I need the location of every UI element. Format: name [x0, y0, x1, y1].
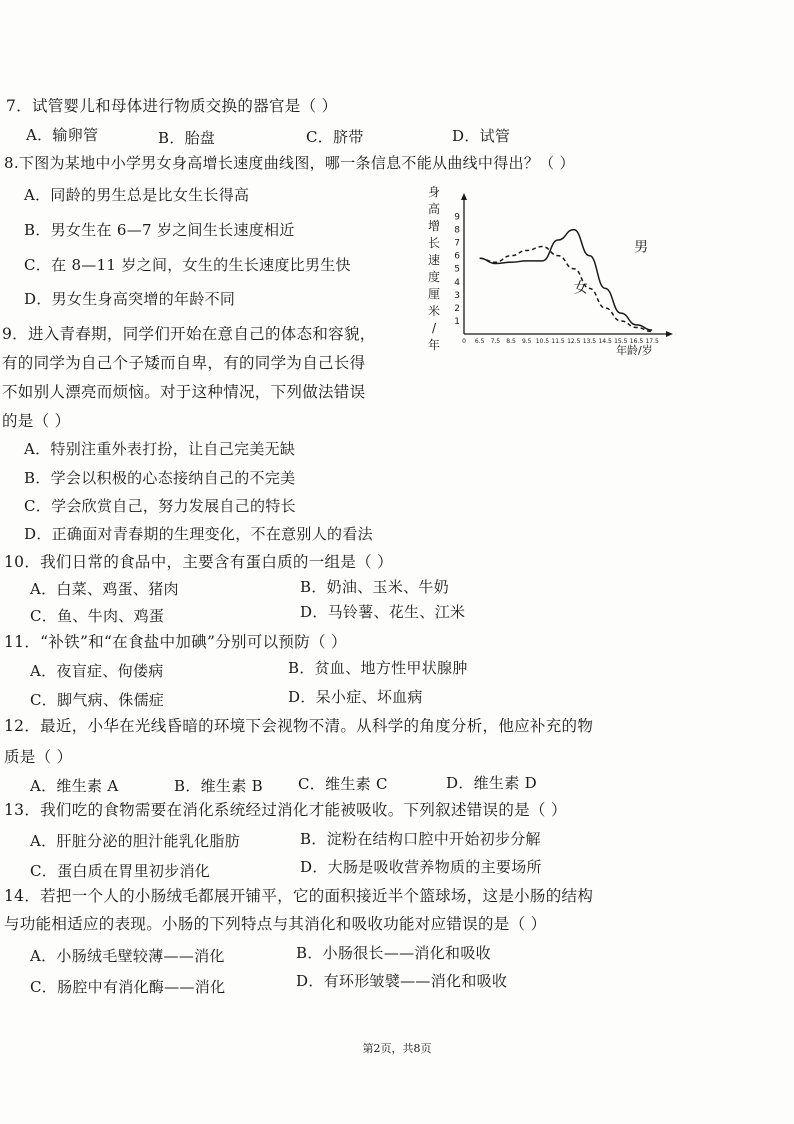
height-growth-chart: [424, 184, 674, 362]
question-12-stem-line-1: 12．最近，小华在光线昏暗的环境下会视物不清。从科学的角度分析，他应补充的物: [4, 717, 594, 735]
question-9-stem-line-2: 有的同学为自己个子矮而自卑，有的同学为自己长得: [2, 354, 366, 372]
question-11-stem: 11．“补铁”和“在食盐中加碘”分别可以预防（ ）: [4, 633, 347, 651]
q13-option-b: B．淀粉在结构口腔中开始初步分解: [300, 830, 541, 848]
q11-option-a: A．夜盲症、佝偻病: [30, 662, 164, 680]
q11-option-b: B．贫血、地方性甲状腺肿: [288, 659, 468, 677]
x-tick-label: 11.5: [551, 338, 565, 345]
y-axis-label-char: 米: [427, 304, 441, 318]
question-9-stem-line-3: 不如别人漂亮而烦恼。对于这种情况，下列做法错误: [2, 383, 366, 401]
y-tick-label: 8: [454, 225, 460, 236]
q7-option-c: C．脐带: [306, 128, 364, 146]
q7-option-d: D．试管: [452, 127, 511, 145]
question-9-stem-line-4: 的是（ ）: [2, 412, 71, 430]
q14-option-c: C．肠腔中有消化酶——消化: [30, 978, 226, 996]
x-tick-label: 6.5: [474, 338, 485, 345]
q12-option-a: A．维生素 A: [30, 777, 119, 795]
y-axis-label: [428, 185, 440, 352]
q8-option-c: C．在 8—11 岁之间，女生的生长速度比男生快: [24, 256, 351, 274]
y-tick-label: 1: [454, 316, 460, 327]
y-axis-label-char: 厘: [427, 287, 441, 301]
y-tick-label: 6: [454, 251, 460, 262]
q12-option-b: B．维生素 B: [174, 777, 263, 795]
series-label-female: 女: [573, 280, 588, 297]
x-tick-label: 17.5: [645, 338, 659, 345]
y-tick-label: 9: [454, 212, 460, 223]
q8-option-b: B．男女生在 6—7 岁之间生长速度相近: [24, 221, 295, 239]
x-tick-label: 10.5: [535, 338, 550, 345]
series-label-male: 男: [634, 239, 649, 256]
question-14-stem-line-1: 14．若把一个人的小肠绒毛都展开铺平，它的面积接近半个篮球场，这是小肠的结构: [4, 887, 594, 905]
y-tick-label: 7: [454, 238, 460, 249]
question-8-stem: 8.下图为某地中小学男女身高增长速度曲线图，哪一条信息不能从曲线中得出？（ ）: [4, 154, 575, 172]
y-axis-label-char: 高: [427, 202, 441, 216]
q14-option-b: B．小肠很长——消化和吸收: [296, 944, 491, 962]
q11-option-c: C．脚气病、侏儒症: [30, 691, 165, 709]
y-tick-labels: [454, 213, 460, 327]
y-axis-arrow: [461, 193, 467, 200]
y-axis-label-char: 增: [427, 219, 441, 233]
q10-option-d: D．马铃薯、花生、江米: [300, 603, 466, 621]
question-7-stem: 7．试管婴儿和母体进行物质交换的器官是（ ）: [6, 97, 338, 115]
q7-option-b: B．胎盘: [158, 129, 216, 147]
question-10-stem: 10．我们日常的食品中，主要含有蛋白质的一组是（ ）: [4, 553, 393, 571]
q14-option-a: A．小肠绒毛壁较薄——消化: [30, 947, 225, 965]
y-tick-label: 4: [454, 277, 460, 288]
q12-option-c: C．维生素 C: [298, 775, 388, 793]
question-14-stem-line-2: 与功能相适应的表现。小肠的下列特点与其消化和吸收功能对应错误的是（ ）: [4, 915, 547, 933]
q13-option-c: C．蛋白质在胃里初步消化: [30, 862, 211, 880]
y-tick-label: 5: [454, 264, 460, 275]
series-line-female: [480, 247, 652, 332]
q9-option-c: C．学会欣赏自己，努力发展自己的特长: [24, 497, 296, 515]
y-axis-label-char: /: [431, 321, 437, 335]
q12-option-d: D．维生素 D: [446, 774, 537, 792]
x-tick-label: 16.5: [629, 338, 644, 345]
y-axis-label-char: 长: [427, 236, 441, 250]
q7-option-a: A．输卵管: [26, 126, 99, 144]
question-9-stem-line-1: 9．进入青春期，同学们开始在意自己的体态和容貌，: [2, 325, 376, 343]
x-tick-label: 9.5: [521, 338, 532, 345]
q10-option-b: B．奶油、玉米、牛奶: [300, 578, 450, 596]
series-line-male: [480, 230, 652, 331]
q8-option-d: D．男女生身高突增的年龄不同: [24, 290, 236, 308]
q13-option-a: A．肝脏分泌的胆汁能乳化脂肪: [30, 832, 241, 850]
chart-series: [480, 230, 652, 332]
y-axis-label-char: 年: [427, 338, 441, 352]
q9-option-a: A．特别注重外表打扮，让自己完美无缺: [24, 440, 296, 458]
q9-option-b: B．学会以积极的心态接纳自己的不完美: [24, 469, 296, 487]
page-number: 第2页，共8页: [362, 1042, 432, 1055]
x-tick-label: 15.5: [614, 338, 628, 345]
y-axis-label-char: 度: [427, 270, 441, 284]
x-tick-label: 7.5: [490, 338, 501, 345]
q9-option-d: D．正确面对青春期的生理变化，不在意别人的看法: [24, 525, 373, 543]
q10-option-c: C．鱼、牛肉、鸡蛋: [30, 607, 165, 625]
x-tick-label: 12.5: [567, 338, 581, 345]
y-tick-label: 3: [454, 290, 460, 301]
q14-option-d: D．有环形皱襞——消化和吸收: [296, 972, 508, 990]
x-axis-arrow: [666, 331, 673, 337]
y-axis-label-char: 身: [427, 185, 441, 199]
x-tick-label: 8.5: [506, 338, 516, 345]
question-12-stem-line-2: 质是（ ）: [4, 748, 73, 766]
question-13-stem: 13．我们吃的食物需要在消化系统经过消化才能被吸收。下列叙述错误的是（ ）: [4, 801, 567, 819]
q11-option-d: D．呆小症、坏血病: [288, 688, 423, 706]
x-tick-label: 0: [462, 338, 466, 345]
q13-option-d: D．大肠是吸收营养物质的主要场所: [300, 858, 542, 876]
q10-option-a: A．白菜、鸡蛋、猪肉: [30, 580, 179, 598]
y-axis-label-char: 速: [427, 253, 441, 267]
x-tick-label: 13.5: [582, 338, 597, 345]
x-axis-label: 年龄/岁: [616, 344, 653, 357]
y-tick-label: 2: [454, 303, 460, 314]
q8-option-a: A．同龄的男生总是比女生长得高: [24, 186, 250, 204]
x-tick-label: 14.5: [598, 338, 612, 345]
